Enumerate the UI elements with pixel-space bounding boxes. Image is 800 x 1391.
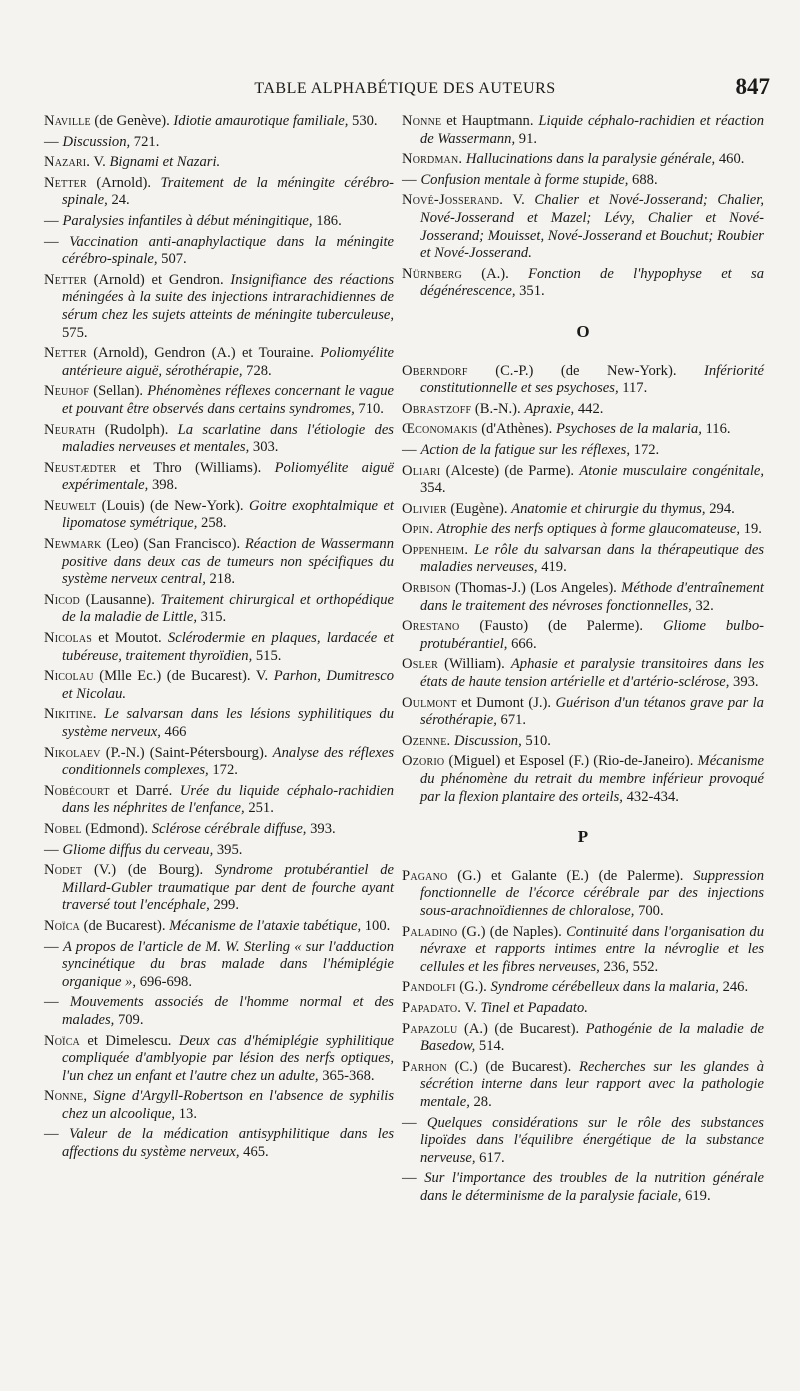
entry-detail: (Mlle Ec.) (de Bucarest). V.	[93, 668, 274, 685]
entry-pages: 395.	[213, 841, 243, 858]
left-column	[44, 113, 394, 1165]
index-entry	[402, 1059, 764, 1112]
entry-title: Mécanisme du phénomène du retrait du membre inférieur provoqué par la flexion plantaire des orteils,	[420, 753, 764, 805]
entry-detail: (C.-P.) (de New-York).	[467, 362, 704, 379]
entry-author-name: Papadato.	[402, 999, 462, 1016]
entry-pages: 728.	[242, 362, 272, 379]
index-entry	[44, 113, 394, 131]
index-entry	[44, 1033, 394, 1086]
entry-title: Atonie musculaire congénitale,	[579, 462, 764, 479]
entry-author-name: Newmark	[44, 536, 102, 553]
index-entry	[44, 234, 394, 269]
entry-pages: 619.	[681, 1187, 711, 1204]
index-entry	[44, 213, 394, 231]
entry-author-name: Nodet	[44, 862, 83, 879]
entry-title: Guérison d'un tétanos grave par la sérothérapie,	[420, 694, 764, 729]
entry-pages: 419.	[537, 559, 567, 576]
entry-detail: V.	[461, 999, 481, 1016]
entry-pages: 299.	[209, 897, 239, 914]
entry-author-name: Nikolaev	[44, 744, 101, 761]
entry-author-name: Nonne	[402, 113, 442, 129]
entry-author-name: Neuwelt	[44, 497, 97, 514]
entry-title: Insignifiance des réactions méningées à la suite des injections intrarachidiennes de sérum chez les sujets atteints de méningite tuberculeuse,	[62, 271, 394, 323]
entry-pages: 303.	[249, 439, 279, 456]
entry-pages: 13.	[175, 1105, 197, 1122]
entry-title: Liquide céphalo-rachidien et réaction de Wassermann,	[420, 113, 764, 147]
entry-pages: 393.	[306, 820, 336, 837]
entry-pages: 575.	[62, 324, 88, 341]
entry-detail: (Miguel) et Esposel (F.) (Rio-de-Janeiro).	[444, 753, 698, 770]
entry-author-name: —	[44, 841, 59, 858]
entry-detail: et Dimelescu.	[79, 1032, 179, 1049]
entry-pages: 393.	[729, 674, 759, 691]
entry-author-name: Ozenne.	[402, 732, 451, 749]
entry-title: Parhon, Dumitresco et Nicolau.	[62, 668, 394, 702]
index-entry	[402, 656, 764, 691]
entry-pages: 466	[160, 724, 187, 740]
entry-detail: (V.) (de Bourg).	[82, 862, 215, 879]
entry-detail: et Moutot.	[92, 630, 168, 647]
entry-pages: 117.	[618, 380, 648, 397]
entry-detail: (Leo) (San Francisco).	[101, 536, 245, 553]
entry-title: Le salvarsan dans les lésions syphilitiques du système nerveux,	[62, 706, 394, 740]
entry-detail: (Arnold).	[86, 174, 161, 191]
entry-pages: 172.	[208, 762, 238, 779]
entry-author-name: —	[44, 212, 59, 229]
index-entry	[402, 542, 764, 577]
entry-detail: (Alceste) (de Parme).	[440, 462, 580, 479]
entry-title: Chalier et Nové-Josserand; Chalier, Nové-Josserand et Mazel; Lévy, Chalier et Nové-Josserand; Mouisset, Nové-Josserand et Bouchut; Roubier et Nové-Josserand.	[420, 192, 764, 262]
entry-author-name: Orestano	[402, 618, 460, 635]
entry-detail	[59, 994, 70, 1010]
entry-detail	[59, 234, 69, 250]
index-entry	[402, 1000, 764, 1018]
entry-detail: V.	[503, 192, 535, 209]
entry-author-name: Nonne,	[44, 1088, 88, 1105]
index-entry	[44, 592, 394, 627]
entry-pages: 354.	[420, 480, 446, 497]
index-entry	[44, 862, 394, 915]
index-entry	[402, 421, 764, 439]
entry-title: Valeur de la médication antisyphilitique dans les affections du système nerveux,	[62, 1126, 394, 1161]
entry-author-name: Nové-Josserand.	[402, 192, 504, 209]
index-entry	[402, 192, 764, 262]
entry-detail: (Arnold), Gendron (A.) et Touraine.	[86, 345, 321, 362]
entry-author-name: Nürnberg	[402, 265, 462, 282]
entry-title: Vaccination anti-anaphylactique dans la méningite cérébro-spinale,	[62, 233, 394, 268]
entry-author-name: —	[44, 1126, 59, 1143]
entry-author-name: Nobel	[44, 820, 82, 837]
entry-author-name: Obrastzoff	[402, 400, 472, 417]
index-entry	[44, 498, 394, 533]
entry-title: A propos de l'article de M. W. Sterling « sur l'adduction syncinétique du bras malade dans l'hémiplégie organique »,	[62, 938, 395, 990]
entry-title: Tinel et Papadato.	[480, 999, 588, 1016]
entry-title: Méthode d'entraînement dans le traitement des névroses fonctionnelles,	[420, 580, 764, 614]
entry-title: Idiotie amaurotique familiale,	[173, 113, 349, 129]
entry-detail: et Darré.	[109, 782, 180, 799]
entry-pages: 28.	[469, 1093, 492, 1110]
index-entry	[44, 783, 394, 818]
entry-detail: (A.) (de Bucarest).	[457, 1020, 586, 1037]
index-entry	[402, 618, 764, 653]
right-column	[402, 113, 764, 1208]
index-entry	[402, 1170, 764, 1205]
entry-author-name: —	[44, 133, 59, 150]
entry-author-name: Nicod	[44, 591, 80, 608]
entry-pages: 432-434.	[622, 788, 679, 805]
entries-n-continued	[402, 113, 764, 301]
index-entry	[44, 154, 394, 172]
entry-author-name: Osler	[402, 656, 438, 673]
entry-pages: 617.	[475, 1149, 505, 1166]
entry-title: Suppression fonctionnelle de l'écorce cérébrale par des injections sous-arachnoïdiennes de chloralose,	[420, 867, 764, 919]
entry-author-name: —	[402, 1114, 417, 1131]
entry-title: Mécanisme de l'ataxie tabétique,	[169, 917, 362, 934]
entry-detail	[417, 1115, 427, 1131]
entry-pages: 91.	[515, 130, 538, 147]
entry-author-name: Netter	[44, 174, 87, 191]
index-entry	[402, 733, 764, 751]
entry-title: Sur l'importance des troubles de la nutrition générale dans le déterminisme de la paralysie faciale,	[420, 1170, 764, 1204]
entry-title: Deux cas d'hémiplégie syphilitique compliquée d'amblyopie par lésion des nerfs optiques, l'un chez un enfant et l'autre chez un adulte,	[62, 1032, 394, 1084]
index-entry	[402, 463, 764, 498]
entry-title: Pathogénie de la maladie de Basedow,	[420, 1020, 764, 1055]
index-entry	[44, 668, 394, 703]
entry-title: Discussion,	[454, 732, 522, 749]
entry-author-name: Nicolas	[44, 630, 93, 647]
entry-pages: 530.	[348, 113, 378, 129]
index-entry	[44, 1088, 394, 1123]
entry-title: Phénomènes réflexes concernant le vague et pouvant être observés dans certains syndromes,	[62, 383, 394, 417]
index-entry	[44, 272, 394, 342]
entry-detail: (Arnold) et Gendron.	[86, 271, 231, 288]
entry-pages: 365-368.	[318, 1067, 375, 1084]
entry-pages: 398.	[148, 477, 178, 494]
index-entry	[402, 172, 764, 190]
entry-title: Bignami et Nazari.	[109, 154, 221, 171]
index-entry	[44, 821, 394, 839]
entry-title: Mouvements associés de l'homme normal et des malades,	[62, 994, 394, 1028]
entry-title: Action de la fatigue sur les réflexes,	[420, 441, 630, 458]
entry-detail: et Hauptmann.	[441, 113, 539, 129]
entry-pages: 688.	[628, 171, 658, 188]
index-entry	[44, 345, 394, 380]
entry-title: Atrophie des nerfs optiques à forme glaucomateuse,	[436, 521, 741, 538]
entry-detail: V.	[90, 154, 110, 171]
entry-title: Infériorité constitutionnelle et ses psychoses,	[420, 362, 764, 397]
entry-detail: (G.) et Galante (E.) (de Palerme).	[447, 867, 694, 884]
entry-title: Gliome diffus du cerveau,	[62, 841, 214, 858]
entry-title: Aphasie et paralysie transitoires dans les états de haute tension artérielle et d'artério-sclérose,	[420, 656, 764, 691]
page-header	[40, 74, 770, 104]
entry-author-name: Œconomakis	[402, 421, 478, 438]
entry-author-name: Nobécourt	[44, 782, 110, 799]
entry-detail: (G.) (de Naples).	[457, 923, 567, 940]
entry-detail: (de Genève).	[90, 113, 174, 129]
entry-title: Fonction de l'hypophyse et sa dégénérescence,	[420, 265, 764, 300]
index-entry	[44, 630, 394, 665]
entry-author-name: Orbison	[402, 580, 451, 597]
entry-author-name: Neurath	[44, 421, 96, 438]
entry-detail: (P.-N.) (Saint-Pétersbourg).	[100, 744, 273, 761]
entry-title: Discussion,	[62, 133, 131, 150]
entry-pages: 515.	[252, 647, 282, 664]
entry-title: Analyse des réflexes conditionnels complexes,	[62, 744, 394, 779]
entry-author-name: —	[402, 441, 417, 458]
entry-detail: (de Bucarest).	[79, 917, 170, 934]
entry-pages: 116.	[701, 421, 731, 438]
entry-author-name: Naville	[44, 113, 91, 129]
entry-pages: 710.	[354, 400, 384, 417]
entry-author-name: Olivier	[402, 500, 447, 517]
index-entry	[44, 745, 394, 780]
entry-author-name: Opin.	[402, 521, 434, 538]
entry-pages: 32.	[691, 597, 714, 614]
index-entry	[44, 994, 394, 1029]
index-entry	[402, 1115, 764, 1168]
entry-pages: 19.	[740, 521, 762, 538]
entry-title: Urée du liquide céphalo-rachidien dans les néphrites de l'enfance,	[62, 782, 394, 817]
index-entry	[402, 401, 764, 419]
entry-pages: 507.	[157, 251, 187, 268]
entry-author-name: Papazolu	[402, 1020, 458, 1037]
entry-pages: 315.	[196, 609, 227, 626]
index-entry	[402, 442, 764, 460]
entry-author-name: Parhon	[402, 1058, 447, 1075]
entry-author-name: —	[44, 994, 59, 1011]
entry-title: Le rôle du salvarsan dans la thérapeutique des maladies nerveuses,	[420, 541, 764, 576]
entry-author-name: Oppenheim.	[402, 541, 469, 558]
entry-pages: 236, 552.	[599, 958, 659, 975]
entry-author-name: Nordman.	[402, 151, 463, 168]
index-entry	[44, 422, 394, 457]
entry-title: Traitement de la méningite cérébro-spinale,	[62, 174, 394, 209]
entry-title: Recherches sur les glandes à sécrétion interne dans leur rapport avec la pathologie mentale,	[420, 1058, 764, 1110]
entry-pages: 709.	[114, 1011, 144, 1028]
entry-title: Anatomie et chirurgie du thymus,	[511, 500, 706, 517]
entry-author-name: —	[402, 171, 417, 188]
entry-title: Syndrome protubérantiel de Millard-Gubler traumatique par dent de fourche ayant traversé tout l'encéphale,	[62, 862, 394, 914]
entry-pages: 24.	[107, 192, 130, 209]
entry-pages: 294.	[705, 500, 735, 517]
index-entry	[44, 134, 394, 152]
entry-detail: (d'Athènes).	[477, 421, 556, 438]
entry-author-name: Paladino	[402, 923, 458, 940]
index-entry	[402, 580, 764, 615]
index-entry	[44, 460, 394, 495]
entry-author-name: Pandolfi	[402, 979, 456, 996]
entry-author-name: —	[44, 233, 59, 250]
index-entry	[44, 383, 394, 418]
entry-detail: (Eugène).	[446, 500, 512, 517]
entry-detail: (B.-N.).	[471, 400, 525, 417]
index-entry	[402, 753, 764, 806]
entry-title: Continuité dans l'organisation du névraxe et rapports intimes entre la névroglie et les cellules et les fibres nerveuses,	[420, 923, 764, 975]
entry-author-name: Noïca	[44, 1032, 80, 1049]
entry-detail: (Rudolph).	[95, 421, 178, 438]
entry-detail: (Edmond).	[81, 820, 152, 837]
index-entry	[402, 266, 764, 301]
index-entry	[402, 1021, 764, 1056]
index-entry	[402, 979, 764, 997]
entries-p	[402, 868, 764, 1206]
entry-detail: (Sellan).	[89, 383, 148, 400]
entry-title: Psychoses de la malaria,	[555, 421, 702, 438]
entry-pages: 460.	[715, 151, 745, 168]
index-entry	[402, 113, 764, 148]
entry-detail: (A.).	[461, 265, 529, 282]
entry-title: Traitement chirurgical et orthopédique de la maladie de Little,	[62, 591, 394, 626]
index-entry	[402, 868, 764, 921]
entry-detail: (Louis) (de New-York).	[96, 497, 250, 514]
index-entry	[44, 918, 394, 936]
entry-author-name: Nicolau	[44, 668, 94, 685]
entry-detail: et Dumont (J.).	[456, 694, 556, 711]
entry-author-name: Oliari	[402, 462, 441, 479]
entry-pages: 666.	[507, 635, 537, 652]
entry-title: Paralysies infantiles à début méningitique,	[62, 212, 313, 229]
page-number: 847	[735, 74, 770, 99]
entry-title: Gliome bulbo-protubérantiel,	[420, 618, 764, 652]
entry-detail: (Fausto) (de Palerme).	[459, 618, 663, 635]
entry-author-name: —	[402, 1170, 417, 1187]
index-entry	[402, 363, 764, 398]
entries-o	[402, 363, 764, 807]
entry-pages: 100.	[361, 917, 391, 934]
index-entry	[44, 536, 394, 589]
index-entry	[402, 501, 764, 519]
section-heading-p: P	[577, 827, 589, 847]
entry-detail: (William).	[438, 656, 511, 673]
entry-pages: 671.	[496, 712, 527, 729]
entry-title: Apraxie,	[524, 400, 575, 417]
entry-detail: (Lausanne).	[79, 591, 161, 608]
index-entry	[44, 1126, 394, 1161]
entry-title: Hallucinations dans la paralysie générale,	[465, 151, 716, 168]
entry-title: La scarlatine dans l'étiologie des maladies nerveuses et mentales,	[62, 421, 394, 456]
index-entry	[44, 706, 394, 741]
index-entry	[44, 842, 394, 860]
index-entry	[402, 521, 764, 539]
running-title: TABLE ALPHABÉTIQUE DES AUTEURS	[254, 80, 556, 97]
entry-pages: 251.	[244, 800, 274, 817]
entry-title: Poliomyélite aiguë expérimentale,	[62, 459, 395, 494]
entry-author-name: Nazari.	[44, 154, 91, 171]
index-entry	[402, 695, 764, 730]
entry-pages: 258.	[197, 515, 227, 532]
entry-author-name: —	[44, 938, 59, 955]
entry-detail: (Thomas-J.) (Los Angeles).	[450, 580, 622, 597]
entry-author-name: Netter	[44, 271, 87, 288]
entry-author-name: Netter	[44, 345, 87, 362]
entry-author-name: Nikitine.	[44, 706, 97, 723]
index-entry	[402, 924, 764, 977]
entry-title: Syndrome cérébelleux dans la malaria,	[490, 979, 719, 996]
entry-detail	[59, 1126, 69, 1142]
entry-pages: 351.	[515, 283, 545, 300]
entry-title: Poliomyélite antérieure aiguë, sérothérapie,	[62, 345, 394, 379]
entry-pages: 172.	[630, 441, 660, 458]
entry-detail: (G.).	[455, 979, 491, 996]
entry-pages: 510.	[521, 732, 551, 749]
entry-pages: 465.	[239, 1144, 269, 1161]
index-entry	[44, 175, 394, 210]
entry-title: Signe d'Argyll-Robertson en l'absence de syphilis chez un alcoolique,	[62, 1088, 394, 1122]
index-entry	[44, 939, 394, 992]
entry-title: Réaction de Wassermann positive dans deux cas de tumeurs non spécifiques du système nerveux central,	[62, 536, 395, 588]
entry-author-name: Neuhof	[44, 383, 90, 400]
entry-pages: 700.	[634, 902, 664, 919]
entry-pages: 186.	[312, 212, 342, 229]
entry-title: Quelques considérations sur le rôle des substances lipoïdes dans l'équilibre énergétique de la substance nerveuse,	[420, 1114, 764, 1166]
entry-title: Confusion mentale à forme stupide,	[420, 171, 629, 188]
entry-detail: (C.) (de Bucarest).	[446, 1058, 579, 1075]
entry-detail: et Thro (Williams).	[116, 459, 275, 476]
entry-pages: 514.	[475, 1038, 505, 1055]
entry-pages: 721.	[130, 133, 160, 150]
entry-author-name: Oberndorf	[402, 362, 468, 379]
entry-pages: 696-698.	[136, 973, 192, 990]
index-entry	[402, 151, 764, 169]
entry-title: Sclérodermie en plaques, lardacée et tubéreuse, traitement thyroïdien,	[62, 630, 394, 664]
section-heading-o: O	[576, 321, 590, 341]
entry-pages: 246.	[718, 979, 749, 996]
entry-author-name: Neustædter	[44, 459, 117, 476]
entry-author-name: Noïca	[44, 917, 80, 934]
entry-author-name: Pagano	[402, 867, 448, 884]
entry-pages: 218.	[205, 571, 236, 588]
entry-pages: 442.	[574, 400, 604, 417]
entry-author-name: Ozorio	[402, 753, 445, 770]
entry-title: Goitre exophtalmique et lipomatose symétrique,	[62, 497, 394, 532]
entry-author-name: Oulmont	[402, 694, 457, 711]
entry-title: Sclérose cérébrale diffuse,	[151, 820, 307, 837]
